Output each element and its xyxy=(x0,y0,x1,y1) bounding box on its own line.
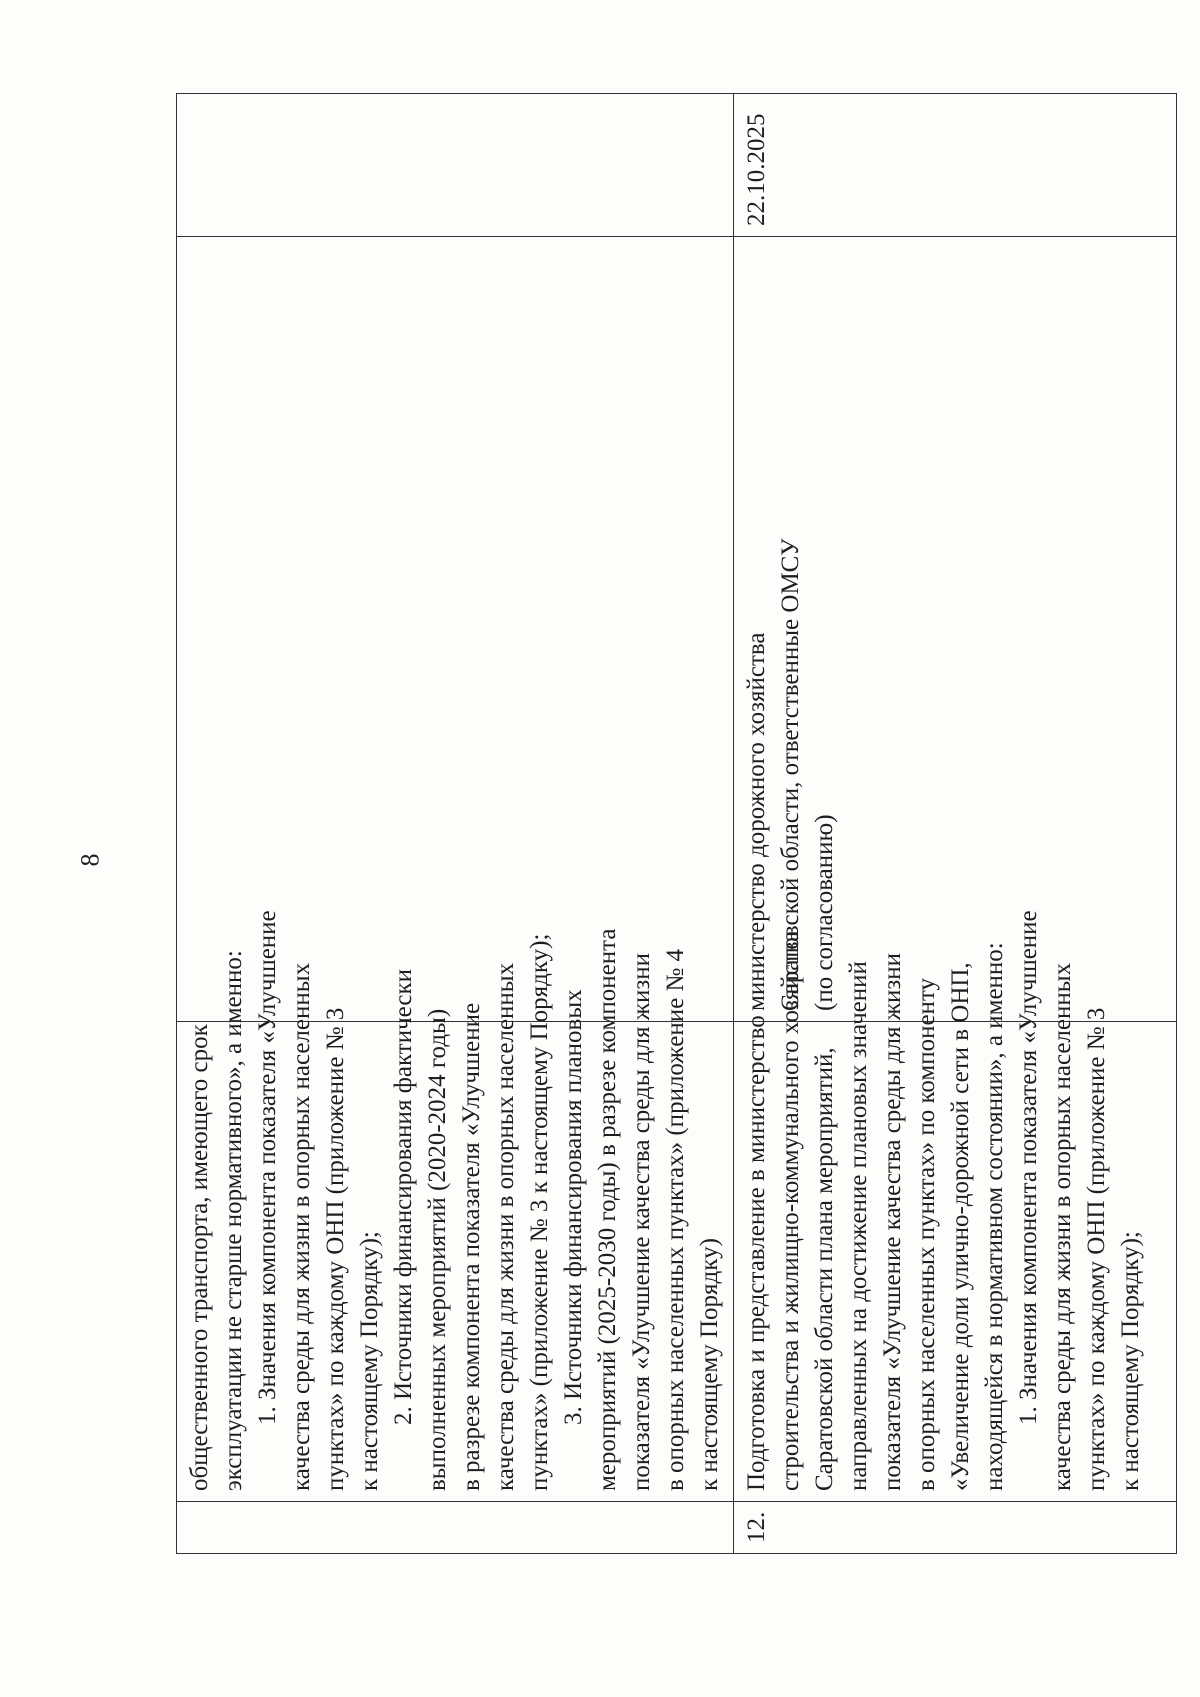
text-line: 3. Источники финансирования плановых xyxy=(560,989,587,1425)
text-line: Саратовской области плана мероприятий, xyxy=(811,1047,838,1491)
text-line: к настоящему Порядку); xyxy=(1117,1231,1144,1491)
text-line: (по согласованию) xyxy=(811,814,838,1011)
table-row xyxy=(734,94,1177,1554)
text-line: выполненных мероприятий (2020-2024 годы) xyxy=(424,1008,451,1491)
text-line: пунктах» по каждому ОНП (приложение № 3 xyxy=(322,1007,349,1491)
measure-description-cell xyxy=(177,910,734,1502)
text-line: в опорных населенных пунктах» (приложение № 4 xyxy=(662,948,689,1491)
page-number: 8 xyxy=(75,853,105,867)
text-line: показателя «Улучшение качества среды для жизни xyxy=(628,952,655,1491)
text-line: «Увеличение доли улично-дорожной сети в ОНП, xyxy=(947,962,974,1491)
text-line: мероприятий (2025-2030 годы) в разрезе компонента xyxy=(594,928,621,1491)
text-line: Саратовской области, ответственные ОМСУ xyxy=(777,538,804,1011)
deadline-cell xyxy=(177,94,734,237)
table-row xyxy=(177,94,734,1554)
text-line: Подготовка и представление в министерство xyxy=(743,1015,770,1491)
text-line: эксплуатации не старше нормативного», а именно: xyxy=(220,950,247,1491)
text-line: в разрезе компонента показателя «Улучшение xyxy=(458,1002,485,1491)
responsible-executor-cell xyxy=(177,237,734,1022)
text-line: качества среды для жизни в опорных населенных xyxy=(288,962,315,1491)
text-line: 2. Источники финансирования фактически xyxy=(390,968,417,1425)
text-line: министерство дорожного хозяйства xyxy=(743,632,770,1011)
row-number-cell: 12. xyxy=(734,1502,1177,1554)
document-table xyxy=(176,93,1177,1554)
deadline-cell xyxy=(734,94,1177,237)
responsible-executor-cell xyxy=(734,237,1177,1022)
text-line: общественного транспорта, имеющего срок xyxy=(186,1024,213,1491)
text-line: показателя «Улучшение качества среды для жизни xyxy=(879,952,906,1491)
text-line: качества среды для жизни в опорных населенных xyxy=(1049,962,1076,1491)
text-line: строительства и жилищно-коммунального хозяйства xyxy=(777,930,804,1491)
text-line: пунктах» (приложение № 3 к настоящему Порядку); xyxy=(526,933,553,1491)
text-line: направленных на достижение плановых значений xyxy=(845,961,872,1491)
text-line: к настоящему Порядку); xyxy=(356,1231,383,1491)
document-table-frame xyxy=(176,94,1144,1554)
deadline-date: 22.10.2025 xyxy=(743,113,770,226)
text-line: 1. Значения компонента показателя «Улучшение xyxy=(254,910,281,1425)
text-line: качества среды для жизни в опорных населенных xyxy=(492,962,519,1491)
text-line: пунктах» по каждому ОНП (приложение № 3 xyxy=(1083,1007,1110,1491)
text-line: находящейся в нормативном состоянии», а именно: xyxy=(981,942,1008,1491)
row-number-cell xyxy=(177,1502,734,1554)
text-line: к настоящему Порядку) xyxy=(696,1238,723,1491)
text-line: 1. Значения компонента показателя «Улучшение xyxy=(1015,910,1042,1425)
text-line: в опорных населенных пунктах» по компоненту xyxy=(913,977,940,1491)
